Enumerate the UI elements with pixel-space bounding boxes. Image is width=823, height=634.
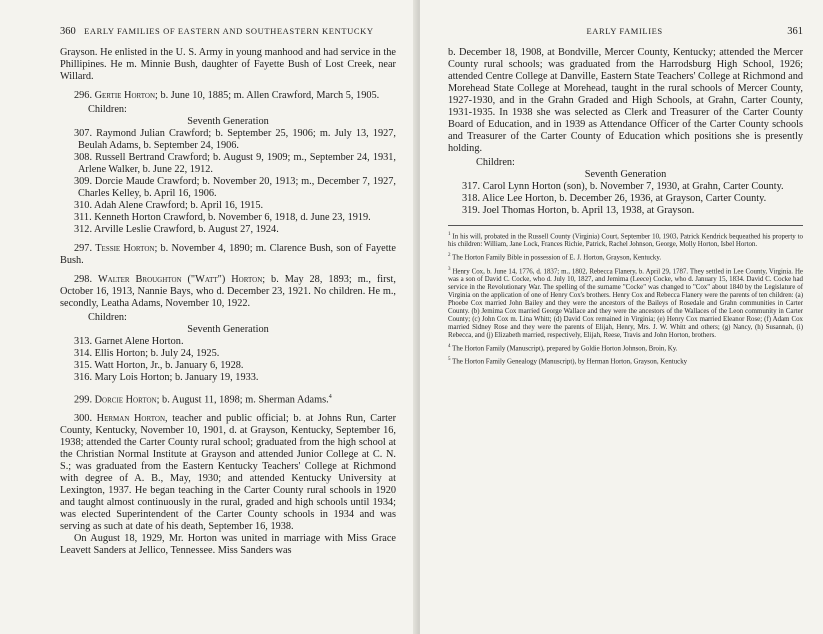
children-label: Children: — [88, 312, 127, 323]
child-entry: 318. Alice Lee Horton, b. December 26, 1936, at Grayson, Carter County. — [462, 193, 767, 204]
child-entry: 311. Kenneth Horton Crawford, b. November 6, 1918, d. June 23, 1919. — [74, 212, 371, 223]
generation-heading: Seventh Generation — [187, 324, 269, 335]
children-label: Children: — [476, 157, 515, 168]
child-entry: 317. Carol Lynn Horton (son), b. November 7, 1930, at Grahn, Carter County. — [462, 181, 784, 192]
entry-296: 296. Gertie Horton; b. June 10, 1885; m. Allen Crawford, March 5, 1905. — [74, 90, 380, 101]
generation-heading: Seventh Generation — [187, 116, 269, 127]
entry-name: Dorcie Horton — [94, 394, 157, 406]
page-number: 360 — [60, 26, 76, 37]
child-entry: 312. Arville Leslie Crawford, b. August 27, 1924. — [74, 224, 279, 235]
child-entry: 315. Watt Horton, Jr., b. January 6, 1928. — [74, 360, 244, 371]
running-title: EARLY FAMILIES — [586, 26, 663, 36]
child-entry: 310. Adah Alene Crawford; b. April 16, 1915. — [74, 200, 264, 211]
running-title: EARLY FAMILIES OF EASTERN AND SOUTHEASTERN KENTUCKY — [84, 26, 374, 36]
right-page — [420, 0, 823, 634]
footnote: $^2$ The Horton Family Bible in possession of E. J. Horton, Grayson, Kentucky. — [448, 253, 662, 262]
entry-297: 297. Tessie Horton; b. November 4, 1890; m. Clarence Bush, son of Fayette Bush. — [60, 243, 396, 266]
child-entry: 314. Ellis Horton; b. July 24, 1925. — [74, 348, 220, 359]
footnote: $^1$ In his will, probated in the Russell County (Virginia) Court, September 10, 1903, Patrick Kendrick bequeathed his property to his children: William, Jane Lock, Frances Richie, Patrick, Rachel Johnson, George, Molly Horton, Isbel Horton. — [448, 232, 803, 249]
child-entry: 307. Raymond Julian Crawford; b. September 25, 1906; m. July 13, 1927, Beulah Adams, b. September 24, 1906. — [74, 128, 396, 151]
footnote: $^5$ The Horton Family Genealogy (Manuscript), by Herman Horton, Grayson, Kentucky — [448, 357, 688, 366]
entry-name: Gertie Horton — [94, 90, 156, 101]
continuation-paragraph: Grayson. He enlisted in the U. S. Army in young manhood and had service in the Phillipines. He m. Minnie Bush, daughter of Fayette Bush of Lost Creek, near Willard. — [60, 47, 396, 82]
child-entry: 309. Dorcie Maude Crawford; b. November 20, 1913; m., December 7, 1927, Charles Kelley, b. April 16, 1906. — [74, 176, 396, 199]
footnotes — [448, 225, 803, 366]
child-entry: 316. Mary Lois Horton; b. January 19, 1933. — [74, 372, 259, 383]
entry-name: Walter Broughton ("Watt") Horton — [97, 274, 263, 285]
entry-name: Tessie Horton — [95, 243, 155, 254]
entry-300-continued: On August 18, 1929, Mr. Horton was united in marriage with Miss Grace Leavett Sanders at Jellico, Tennessee. Miss Sanders was — [60, 533, 396, 557]
entry-299: 299. Dorcie Horton; b. August 11, 1898; m. Sherman Adams.$^4$ — [74, 394, 332, 406]
page-number: 361 — [787, 26, 803, 37]
footnote-reference: 4 — [328, 394, 332, 400]
child-entry: 308. Russell Bertrand Crawford; b. August 9, 1909; m., September 24, 1931, Arlene Walker, b. June 22, 1912. — [74, 152, 396, 175]
entry-298: 298. Walter Broughton ("Watt") Horton; b. May 28, 1893; m., first, October 16, 1913, Nannie Bays, who d. December 23, 1921. No children. He m., secondly, Leatha Adams, November 10, 1922. — [60, 274, 396, 309]
right-page-header — [448, 26, 803, 37]
continuation-paragraph: b. December 18, 1908, at Bondville, Mercer County, Kentucky; attended the Mercer County rural schools; was graduated from the Harrodsburg High School, 1926; attended Centre College at Danville, Eastern State Teachers' College at Richmond and Morehead State College at Morehead, taught in the rural schools of Mercer County, 1927-1930, and in the Grahn Graded and High Schools, at Grahn, Carter County, 1931-1935. In 1938 she was selected as Clerk and Treasurer of the Carter County Board of Education, and in 1939 as Attendance Officer of the Carter County schools and Treasurer of the Carter County of Education which positions she is presently holding. — [448, 47, 803, 154]
entry-name: Herman Horton — [96, 413, 165, 425]
generation-heading: Seventh Generation — [584, 169, 667, 180]
left-page-header — [60, 26, 396, 37]
child-entry: 313. Garnet Alene Horton. — [74, 336, 184, 347]
entry-300: 300. Herman Horton, teacher and public official; b. at Johns Run, Carter County, Kentucky, November 10, 1901, d. at Grayson, Kentucky, September 16, 1938; attended the Carter County rural school; graduated from the high school at the Christian Normal Institute at Grayson and attended Junior College at C. N. S.; was graduated from the Eastern Kentucky Teachers' College at Richmond with degree of A. B., May, 1930; and attended Kentucky University at Lexington, 1937. He began teaching in the Carter County rural schools in 1920 and taught almost continuously in the rural, graded and high schools until 1934; was elected Superintendent of the Carter County schools in 1934 and was serving as such at date of his death, September 16, 1938. — [60, 413, 396, 533]
footnote: $^4$ The Horton Family (Manuscript), prepared by Goldie Horton Johnson, Broin, Ky. — [448, 343, 678, 353]
footnote: $^3$ Henry Cox, b. June 14, 1776, d. 1837; m., 1802, Rebecca Flanery, b. April 29, 1787. They settled in Lee County, Virginia. He was a son of David C. Cocke, who d. July 10, 1827, and Jemima (Leece) Cocke, who d. January 15, 1834. David C. Cocke had service in the Revolutionary War. The spelling of the surname "Cocke" was changed to "Cox" about 1840 by the Legislature of Virginia on the application of one of Henry Cox's brothers. Henry Cox and Rebecca Flanery were the parents of ten children: (a) Phoebe Cox married John Bailey and they were the ancestors of the Baileys of Rosedale and Grahn communities in Carter County. (b) Jemima Cox married George Wallace and they were the ancestors of the Wallaces of the Leon community in Carter County; (c) John Cox m. Lina Whitt; (d) David Cox remained in Virginia; (e) Henry Cox married Eleanor Rose; (f) Adam Cox married Sidney Rose and they were the parents of Elijah, Henry, Mrs. J. W. Whitt and others; (g) Nancy, (h) Susannah, (i) Rebecca, and (j) Elizabeth married, respectively, Elijah, Reese, Travis and John Horton, brothers. — [448, 266, 803, 339]
children-label: Children: — [88, 104, 127, 115]
child-entry: 319. Joel Thomas Horton, b. April 13, 1938, at Grayson. — [462, 205, 695, 216]
